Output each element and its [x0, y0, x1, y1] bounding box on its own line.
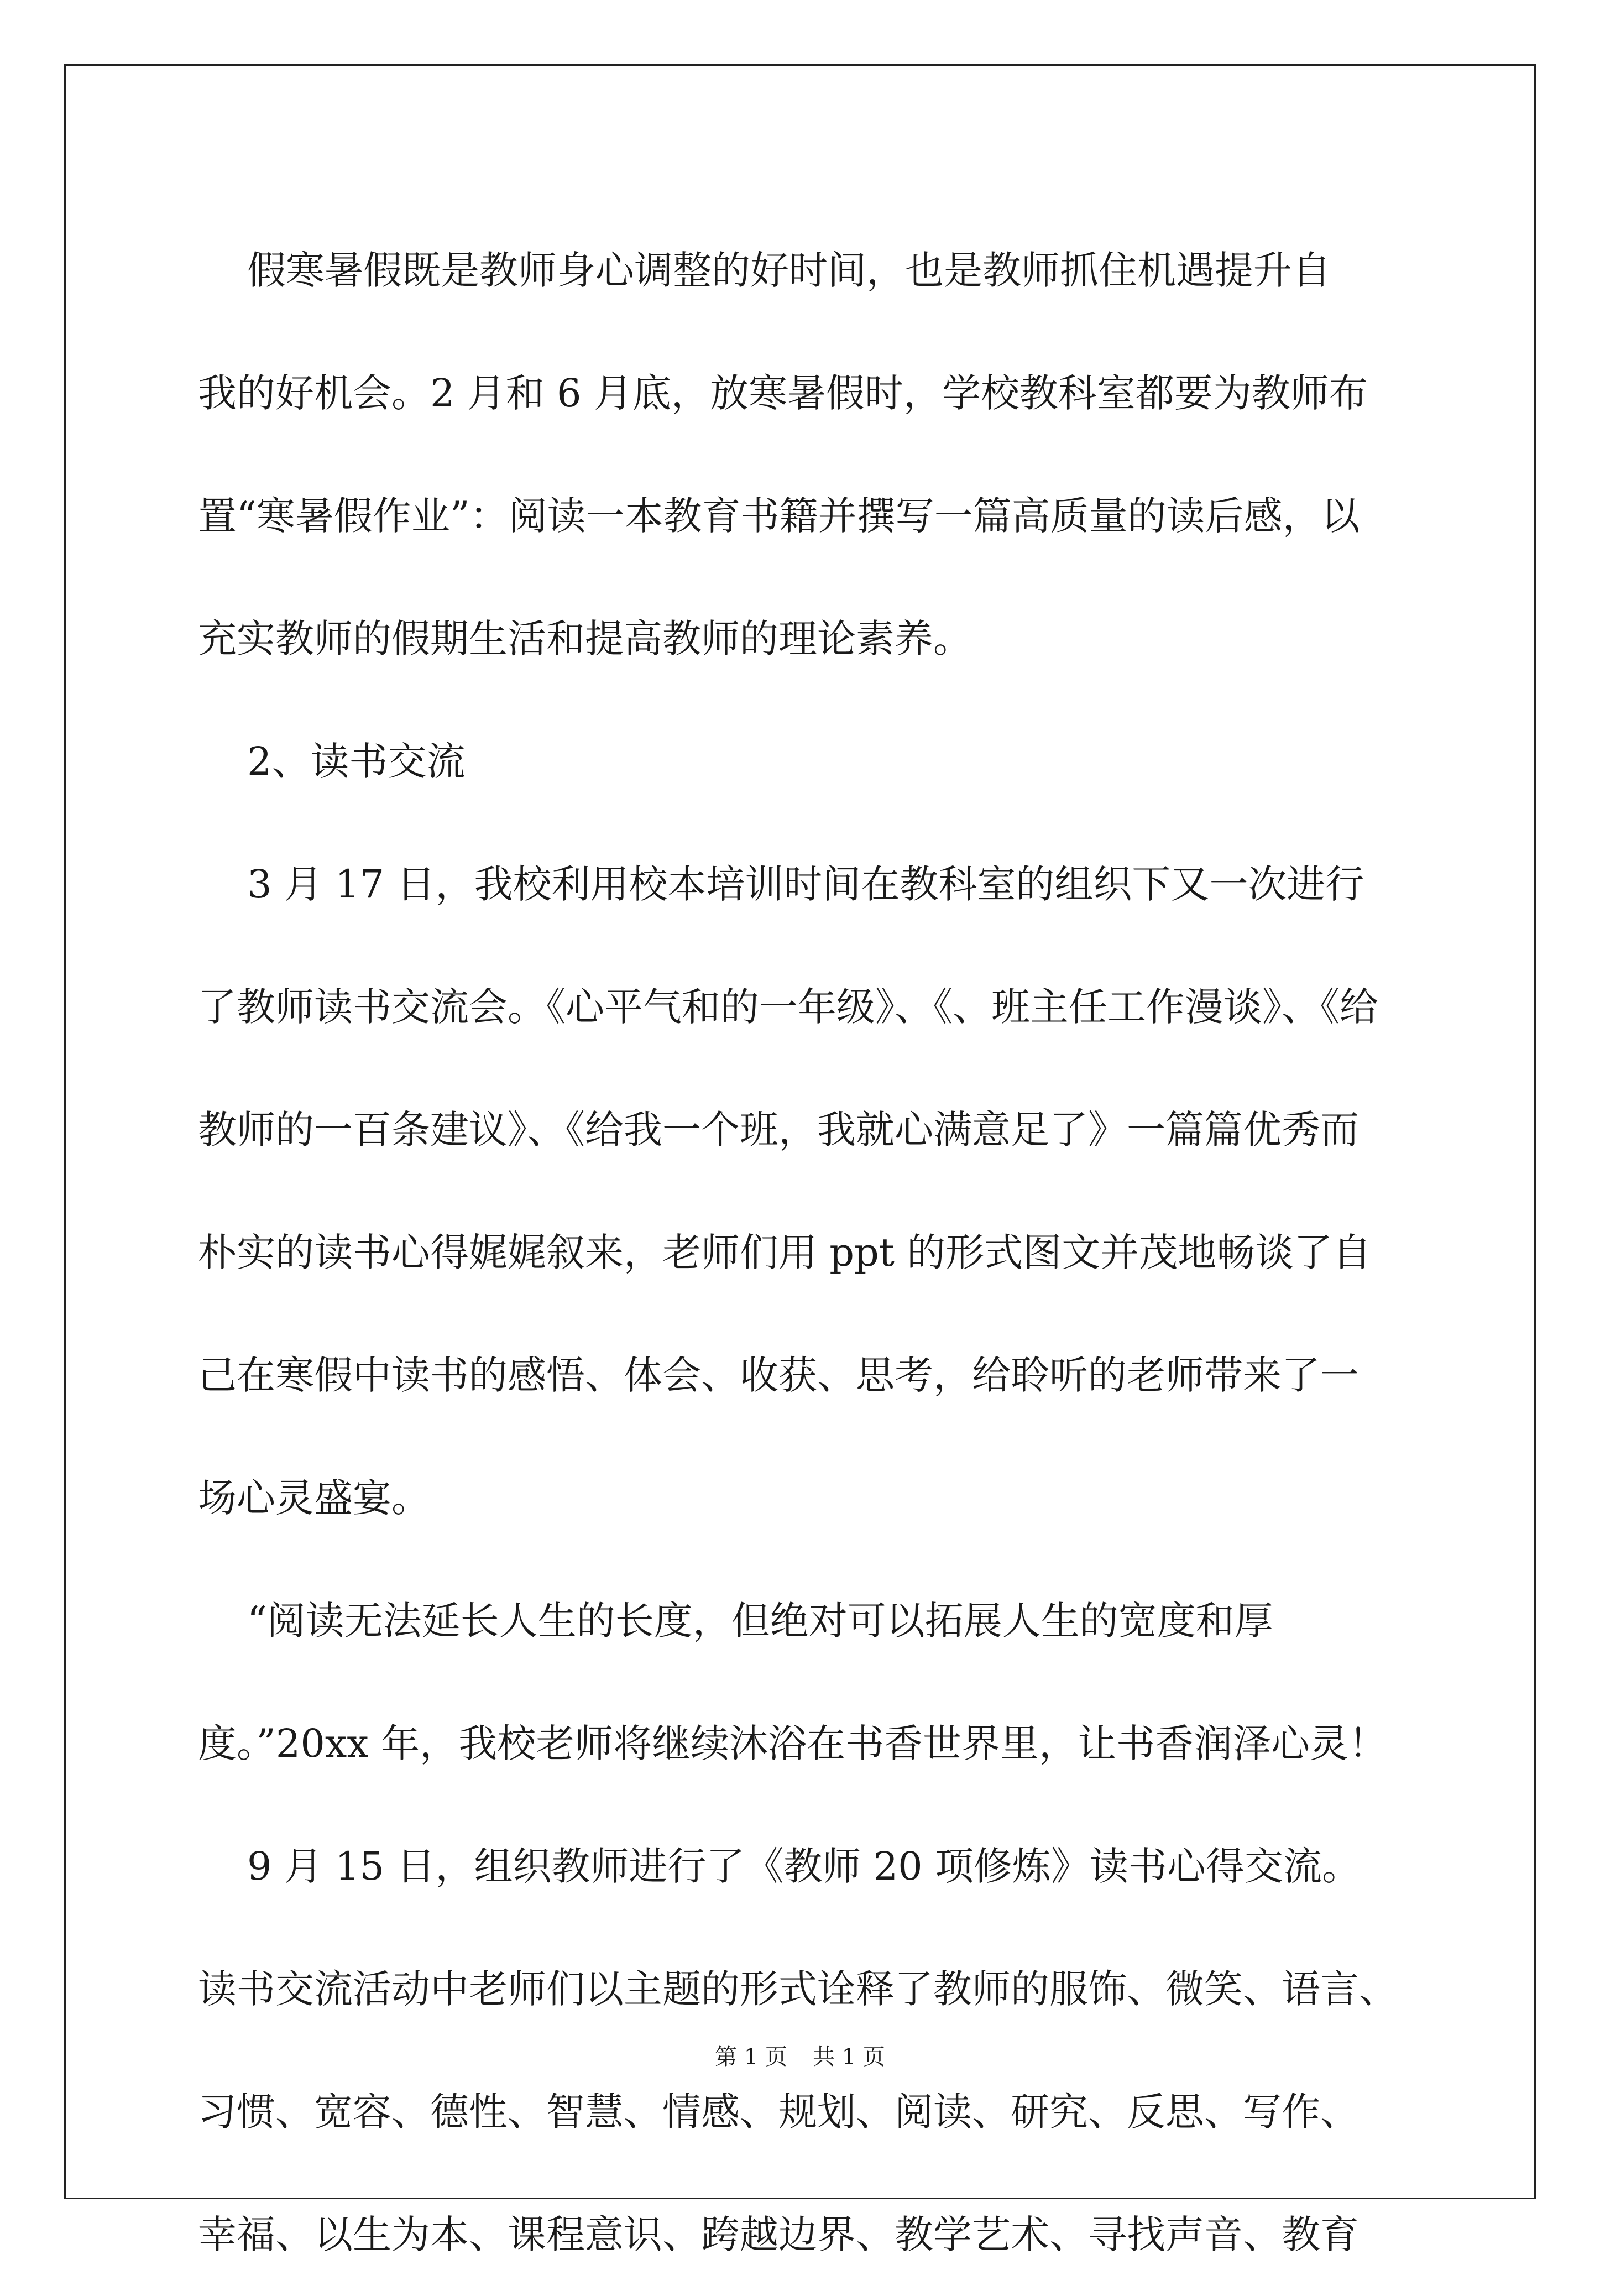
text-line: 场心灵盛宴。 — [198, 1475, 430, 1521]
text-line: 置“寒暑假作业”：阅读一本教育书籍并撰写一篇高质量的读后感，以 — [198, 493, 1360, 539]
text-line: 我的好机会。2 月和 6 月底，放寒暑假时，学校教科室都要为教师布 — [198, 371, 1368, 416]
text-line: 幸福、以生为本、课程意识、跨越边界、教学艺术、寻找声音、教育 — [198, 2212, 1359, 2257]
text-line: 教师的一百条建议》、《给我一个班，我就心满意足了》一篇篇优秀而 — [198, 1107, 1359, 1152]
text-line: 己在寒假中读书的感悟、体会、收获、思考，给聆听的老师带来了一 — [198, 1353, 1359, 1398]
page-footer — [0, 2041, 1600, 2074]
text-line: 读书交流活动中老师们以主题的形式诠释了教师的服饰、微笑、语言、 — [198, 1966, 1398, 2012]
text-line: 度。”20xx 年，我校老师将继续沐浴在书香世界里，让书香润泽心灵！ — [198, 1721, 1388, 1766]
text-line: 假寒暑假既是教师身心调整的好时间，也是教师抓住机遇提升自 — [198, 248, 1331, 293]
text-line: 了教师读书交流会。《心平气和的一年级》、《、班主任工作漫谈》、《给 — [198, 984, 1378, 1030]
page-total: 共 1 页 — [813, 2044, 885, 2070]
text-line: 充实教师的假期生活和提高教师的理论素养。 — [198, 616, 972, 661]
text-line: “阅读无法延长人生的长度，但绝对可以拓展人生的宽度和厚 — [198, 1598, 1273, 1643]
text-line: 习惯、宽容、德性、智慧、情感、规划、阅读、研究、反思、写作、 — [198, 2089, 1359, 2135]
text-line: 朴实的读书心得娓娓叙来，老师们用 ppt 的形式图文并茂地畅谈了自 — [198, 1230, 1372, 1275]
document-body — [198, 209, 1403, 2296]
section-heading: 2、读书交流 — [198, 739, 466, 784]
text-line: 3 月 17 日，我校利用校本培训时间在教科室的组织下又一次进行 — [198, 862, 1364, 907]
text-line: 9 月 15 日，组织教师进行了《教师 20 项修炼》读书心得交流。 — [198, 1844, 1361, 1889]
page-number: 第 1 页 — [715, 2044, 787, 2070]
